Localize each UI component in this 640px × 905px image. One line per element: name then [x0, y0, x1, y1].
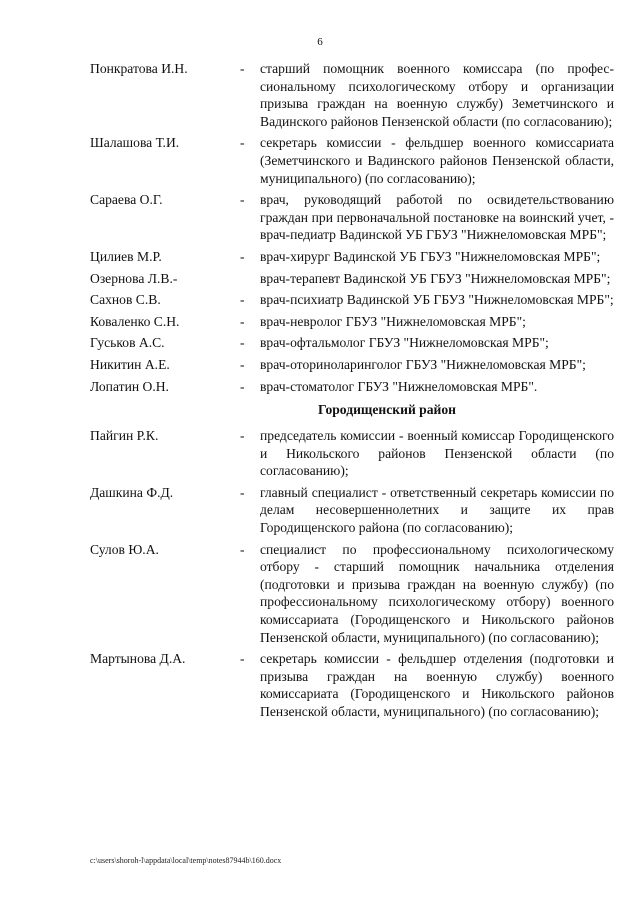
member-role: старший помощник военного комиссара (по профессиональному психологическому отбору и организации призыва граждан на военную службу) Земетчинского и Вадинского районов Пензенской области (по согласованию); — [260, 61, 614, 129]
member-name: Сараева О.Г. — [90, 192, 163, 208]
member-dash: - — [240, 335, 245, 351]
member-name: Гуськов А.С. — [90, 335, 165, 351]
member-name: Понкратова И.Н. — [90, 61, 188, 76]
member-name: Озернова Л.В.- — [90, 270, 178, 286]
member-name: Сахнов С.В. — [90, 292, 161, 308]
member-name: Сулов Ю.А. — [90, 541, 159, 557]
member-name: Дашкина Ф.Д. — [90, 484, 174, 500]
member-role: врач-оториноларинголог ГБУЗ "Нижнеломовская МРБ"; — [260, 356, 586, 372]
entries-part-1 — [90, 60, 614, 395]
section-title: Городищенский район — [317, 402, 456, 418]
member-role: врач-офтальмолог ГБУЗ "Нижнеломовская МРБ"; — [260, 335, 549, 351]
member-dash: - — [240, 135, 245, 151]
member-entry — [90, 356, 614, 374]
member-entry — [90, 334, 614, 352]
member-dash: - — [240, 651, 245, 667]
footer-file-path: c:\users\shoroh-l\appdata\local\temp\notes87944b\160.docx — [90, 856, 282, 865]
member-entry — [90, 650, 614, 720]
member-entry — [90, 248, 614, 266]
member-dash: - — [240, 313, 245, 329]
member-entry — [90, 291, 614, 309]
member-name: Цилиев М.Р. — [90, 248, 162, 264]
member-dash: - — [240, 484, 245, 500]
member-role: врач-хирург Вадинской УБ ГБУЗ "Нижнеломовская МРБ"; — [260, 248, 601, 264]
member-role: врач-терапевт Вадинской УБ ГБУЗ "Нижнеломовская МРБ"; — [260, 270, 611, 286]
member-entry — [90, 378, 614, 396]
member-role: врач, руководящий работой по освидетельствованию граждан при первоначальной постановке на воинский учет, - врач-педиатр Вадинской УБ ГБУЗ "Нижнеломовская МРБ"; — [260, 192, 614, 243]
member-dash: - — [240, 378, 245, 394]
member-name: Пайгин Р.К. — [90, 428, 159, 444]
page-number: 6 — [317, 36, 323, 48]
member-name: Никитин А.Е. — [90, 356, 170, 372]
member-name: Коваленко С.Н. — [90, 313, 180, 329]
member-role: врач-стоматолог ГБУЗ "Нижнеломовская МРБ". — [260, 378, 538, 394]
member-dash: - — [240, 61, 245, 76]
entries-part-2 — [90, 427, 614, 721]
member-role: врач-невролог ГБУЗ "Нижнеломовская МРБ"; — [260, 313, 526, 329]
member-role: секретарь комиссии - фельдшер отделения (подготовки и призыва граждан на военную службу) военного комиссариата (Городищенского и Никольского районов Пензенской области, муниципального) (по согласованию); — [260, 651, 614, 719]
member-role: председатель комиссии - военный комиссар Городищенского и Никольского районов Пензенской области (по согласованию); — [260, 428, 614, 479]
member-role: секретарь комиссии - фельдшер военного комиссариата (Земетчинского и Вадинского районов Пензенской области, муниципального) (по согласованию); — [260, 135, 614, 186]
member-dash: - — [240, 292, 245, 308]
member-entry — [90, 60, 614, 130]
member-name: Шалашова Т.И. — [90, 135, 180, 151]
member-dash: - — [240, 541, 245, 557]
member-dash: - — [240, 248, 245, 264]
member-entry — [90, 427, 614, 480]
member-name: Лопатин О.Н. — [90, 378, 169, 394]
commission-list — [90, 60, 614, 725]
member-role: специалист по профессиональному психологическому отбору - старший помощник начальника отделения (подготовки и призыва граждан на военную службу) (по профессиональному психологическому отбору) военного комиссариата (Городищенского и Никольского районов Пензенской области, муниципального) (по согласованию); — [260, 541, 614, 645]
member-role: главный специалист - ответственный секретарь комиссии по делам несовершеннолетних и защите их прав Городищенского района (по согласованию); — [260, 484, 614, 536]
member-dash: - — [240, 356, 245, 372]
member-entry — [90, 191, 614, 244]
member-entry — [90, 134, 614, 187]
member-entry — [90, 270, 614, 288]
member-name: Мартынова Д.А. — [90, 651, 186, 667]
member-entry — [90, 541, 614, 647]
member-entry — [90, 313, 614, 331]
member-entry — [90, 484, 614, 537]
member-dash: - — [240, 192, 245, 208]
member-role: врач-психиатр Вадинской УБ ГБУЗ "Нижнеломовская МРБ"; — [260, 292, 614, 308]
member-dash: - — [240, 428, 245, 444]
